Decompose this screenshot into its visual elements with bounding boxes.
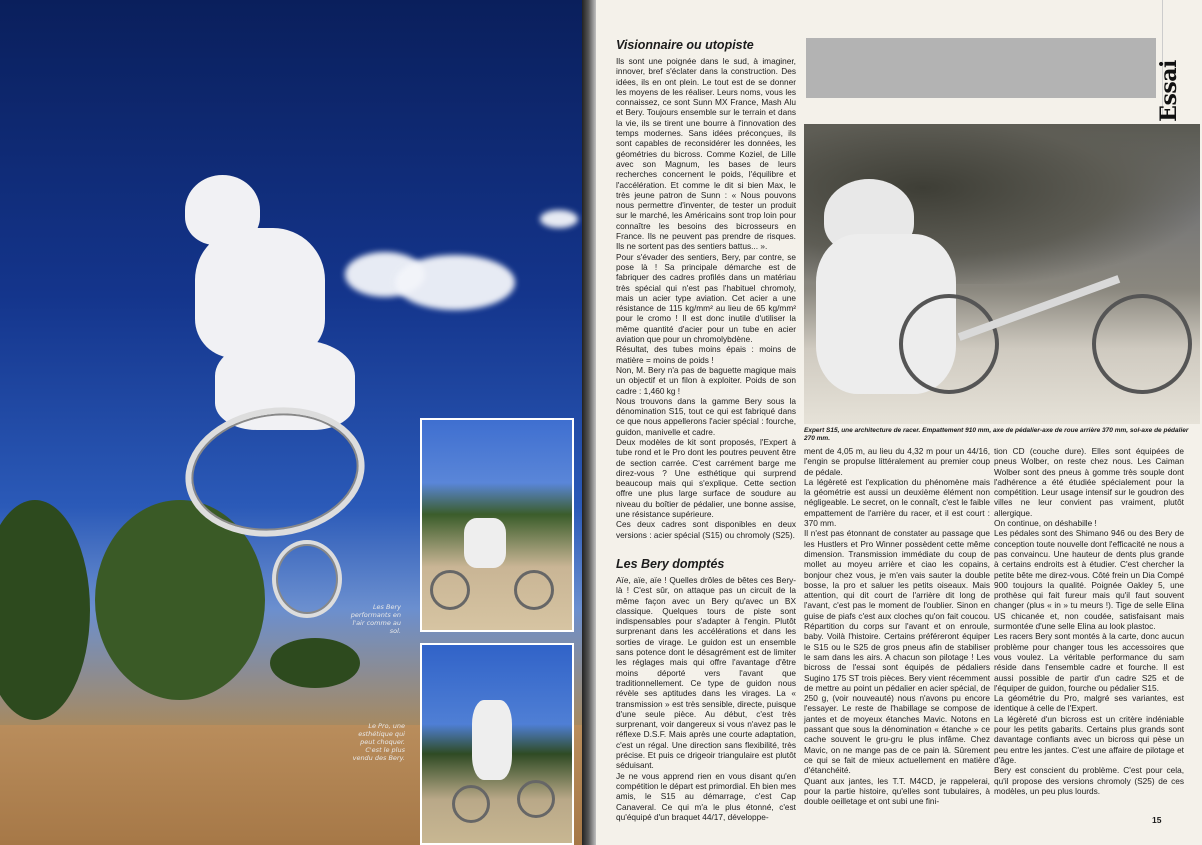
main-photo-bmx-jump <box>0 0 594 845</box>
paragraph: La géométrie du Pro, malgré ses variantes, est identique à celle de l'Expert. <box>994 693 1184 714</box>
tree <box>270 638 360 688</box>
paragraph: tion CD (couche dure). Elles sont équipées de pneus Wolber, on reste chez nous. Les Caiman Wolber sont des pneus à gomme très souple dont l'adhérence a été étudiée spécialement pour la compétition. Leur usage intensif sur le goudron des villes ne leur convient pas vraiment, plutôt allergique. <box>994 446 1184 518</box>
inset-photo-pro <box>420 643 574 845</box>
paragraph: Les pédales sont des Shimano 946 ou des Bery de conception toute nouvelle dont l'efficacité ne nous a pas convaincu. Une hauteur de dents plus grande à certains endroits est à étudier. C'est chercher la petite bête me direz-vous. Côté frein un Dia Compé 900 toujours la qualité. Poignée Oakley 5, une prothèse qui fait fureur mais qu'il faut souvent changer (plus « in » tu meurs !). Tige de selle Elina US chicanée et, non coudée, satisfaisant mais surmontée d'une selle Elina au look plastoc. <box>994 528 1184 632</box>
paragraph: Il n'est pas étonnant de constater au passage que les Hustlers et Pro Winner possèdent cette même dimension. Transmission immédiate du coup de mollet au moyeu arrière et ciao les copains, bonjour chez vous, je m'en vais sauter la double bosse, la pro et saluer les petits oiseaux. Mais attention, qui dit court de l'arrière dit long de l'avant, c'est pas le moment de l'oublier. Sinon en guise de piafs c'est aux cloches qu'on fait coucou. Répartition du corps sur l'avant et on enroule, baby. Voilà l'histoire. Certains préféreront équiper le S15 ou le S25 de gros pneus afin de stabiliser le sam dans les airs. A chacun son pilotage ! Les bicross de l'essai sont équipés de pédaliers Sugino 175 ST trois pièces. Bery vient récemment de mettre au point un pédalier en acier spécial, de 250 g, (voir nouveauté) nous n'avons pu encore l'essayer. Le reste de l'habillage se compose de jantes et de moyeux étanches Mavic. Notons en passant que sous la dénomination « étanche » ce cache souvent le gru-gru le plus infâme. Chez Mavic, on ne mange pas de ce pain là. Sûrement ce qui se fait de mieux actuellement en matière d'étanchéité. <box>804 528 990 776</box>
paragraph: Aïe, aïe, aïe ! Quelles drôles de bêtes ces Bery-là ! C'est sûr, on attaque pas un circuit de la même façon avec un Bery qu'avec un BX classique. Quelques tours de piste sont indispensables pour s'adapter à l'engin. Plutôt surprenant dans les accélérations et dans les sorties de virage. Le guidon est un ensemble sans potence dont le désagrément est de limiter les réglages mais qui offre l'avantage d'être moins déporté vers l'avant que traditionnellement. Ce type de guidon nous révèle ses aptitudes dans les virages. La « transmission » est très sensible, directe, puisque d'une seule pièce. Au début, c'est très surprenant, voir dangereux si vous n'avez pas le réflexe D.S.F. Mais après une courte adaptation, c'est un régal. Une direction sans flexibilité, très précise. Et puis ce drigeoir triangulaire est plutôt séduisant. <box>616 575 796 771</box>
paragraph: ment de 4,05 m, au lieu du 4,32 m pour un 44/16, l'engin se propulse littéralement au premier coup de pédale. <box>804 446 990 477</box>
page-number: 15 <box>1152 815 1162 825</box>
column-1 <box>616 38 796 540</box>
cloud <box>540 210 578 228</box>
paragraph: Résultat, des tubes moins épais : moins de matière = moins de poids ! <box>616 344 796 365</box>
rider-body <box>195 228 325 358</box>
column-1-lower <box>616 557 796 822</box>
paragraph: La légèreté d'un bicross est un critère indéniable pour les petits gabarits. Certains plus grands sont davantage confiants avec un bicross qui pèse un peu entre les jantes. C'est une affaire de pilotage et d'âge. <box>994 713 1184 765</box>
section1-title: Visionnaire ou utopiste <box>616 38 754 52</box>
paragraph: Quant aux jantes, les T.T. M4CD, je rappelerai, pour la partie histoire, qu'elles sont tubulaires, à double oeilletage et ont subi une fini- <box>804 775 990 807</box>
tree <box>0 500 90 720</box>
photo-caption: Expert S15, une architecture de racer. Empattement 910 mm, axe de pédalier-axe de roue arrière 370 mm, sol-axe de pédalier 270 mm. <box>804 427 1189 442</box>
rear-wheel <box>272 540 342 618</box>
column-3 <box>804 446 990 806</box>
paragraph: Les racers Bery sont montés à la carte, donc aucun problème pour changer tous les accessoires que vous voulez. La véritable performance du sam réside dans l'ensemble cadre et fourche. Il est aussi possible de partir d'un cadre S25 et de l'équiper de guidon, fourche ou pédalier S15. <box>994 631 1184 693</box>
section-tab-label: Essai <box>1155 60 1182 122</box>
section2-title: Les Bery domptés <box>616 557 725 571</box>
paragraph: Deux modèles de kit sont proposés, l'Expert à tube rond et le Pro dont les poutres peuvent être de section carrée. C'est carrément barge me direz-vous ? Une esthétique qui surprend beaucoup mais qui s'explique. Cette section offre une plus large surface de soudure au niveau du boîtier de pédalier, une bonne assise, une résistance supérieure. <box>616 436 796 520</box>
photo-expert-s15 <box>804 124 1200 424</box>
header-gray-bar <box>806 38 1156 98</box>
paragraph: Je ne vous apprend rien en vous disant qu'en compétition le départ est primordial. Eh bien mes amis, le S15 au démarrage, c'est Cap Canaveral. Ce qui m'a le plus étonné, c'est qu'équipé d'un braquet 44/17, développe- <box>616 770 796 822</box>
cloud <box>395 255 515 310</box>
paragraph: Pour s'évader des sentiers, Bery, par contre, se pose là ! Sa principale démarche est de fabriquer des cadres profilés dans un matériau très spécial qui n'est pas l'habituel chromoly, mais un acier type aviation. Cet acier a une résistance de 115 kg/mm² au lieu de 65 kg/mm² pour le cromo ! Il est donc inutile d'utiliser la même quantité d'acier pour un tube en acier aviation que pour un chromolybdène. <box>616 251 796 345</box>
column-4 <box>994 446 1184 796</box>
paragraph: La légèreté est l'explication du phénomène mais la géométrie est aussi un deuxième élément non négligeable. Le secret, on le connaît, c'est le faible empattement de l'arrière du racer, et il est court : 370 mm. <box>804 476 990 529</box>
paragraph: Ils sont une poignée dans le sud, à imaginer, innover, bref s'éclater dans la construction. Des idées, ils en ont plein. Le tout est de se donner les moyens de les réaliser. Leurs noms, vous les connaissez, ce sont Sunn MX France, Mash Alu et Bery. Toujours ensemble sur le terrain et dans la vie, ils se tirent une bourre à l'innovation des temps modernes. Sans idées préconçues, ils sont capables de reconsidérer les données, les géométries du bicross. Comme Koziel, de Lille avec son Magnum, les bases de leurs recherches concernent le poids, l'équilibre et l'accélération. Et comme le dit si bien Max, le très jeune patron de Sunn : « Nous pouvons nous permettre d'inventer, de tester un produit sur le marché, les Américains sont trop loin pour connaître les besoins des bicrosseurs en France. Ils ne peuvent pas prendre de risques. Ils ne sortent pas des sentiers battus... ». <box>616 56 796 252</box>
caption-top: Les Bery performants en l'air comme au sol. <box>350 603 401 635</box>
inset-photo-expert <box>420 418 574 632</box>
paragraph: Ces deux cadres sont disponibles en deux versions : acier spécial (S15) ou chromoly (S25). <box>616 519 796 540</box>
paragraph: Bery est conscient du problème. C'est pour cela, qu'il propose des versions chromoly (S25) de ces modèles, un peu plus lourds. <box>994 765 1184 796</box>
paragraph: Nous trouvons dans la gamme Bery sous la dénomination S15, tout ce qui est fabriqué dans ce que nous appellerons l'acier spécial : fourche, guidon, manivelle et cadre. <box>616 395 796 437</box>
paragraph: Non, M. Bery n'a pas de baguette magique mais un objectif et un filon à exploiter. Poids de son cadre : 1,460 kg ! <box>616 364 796 396</box>
article-page <box>596 0 1202 845</box>
paragraph: On continue, on déshabille ! <box>994 518 1097 529</box>
caption-bottom: Le Pro, une esthétique qui peut choquer. C'est le plus vendu des Bery. <box>352 722 405 762</box>
